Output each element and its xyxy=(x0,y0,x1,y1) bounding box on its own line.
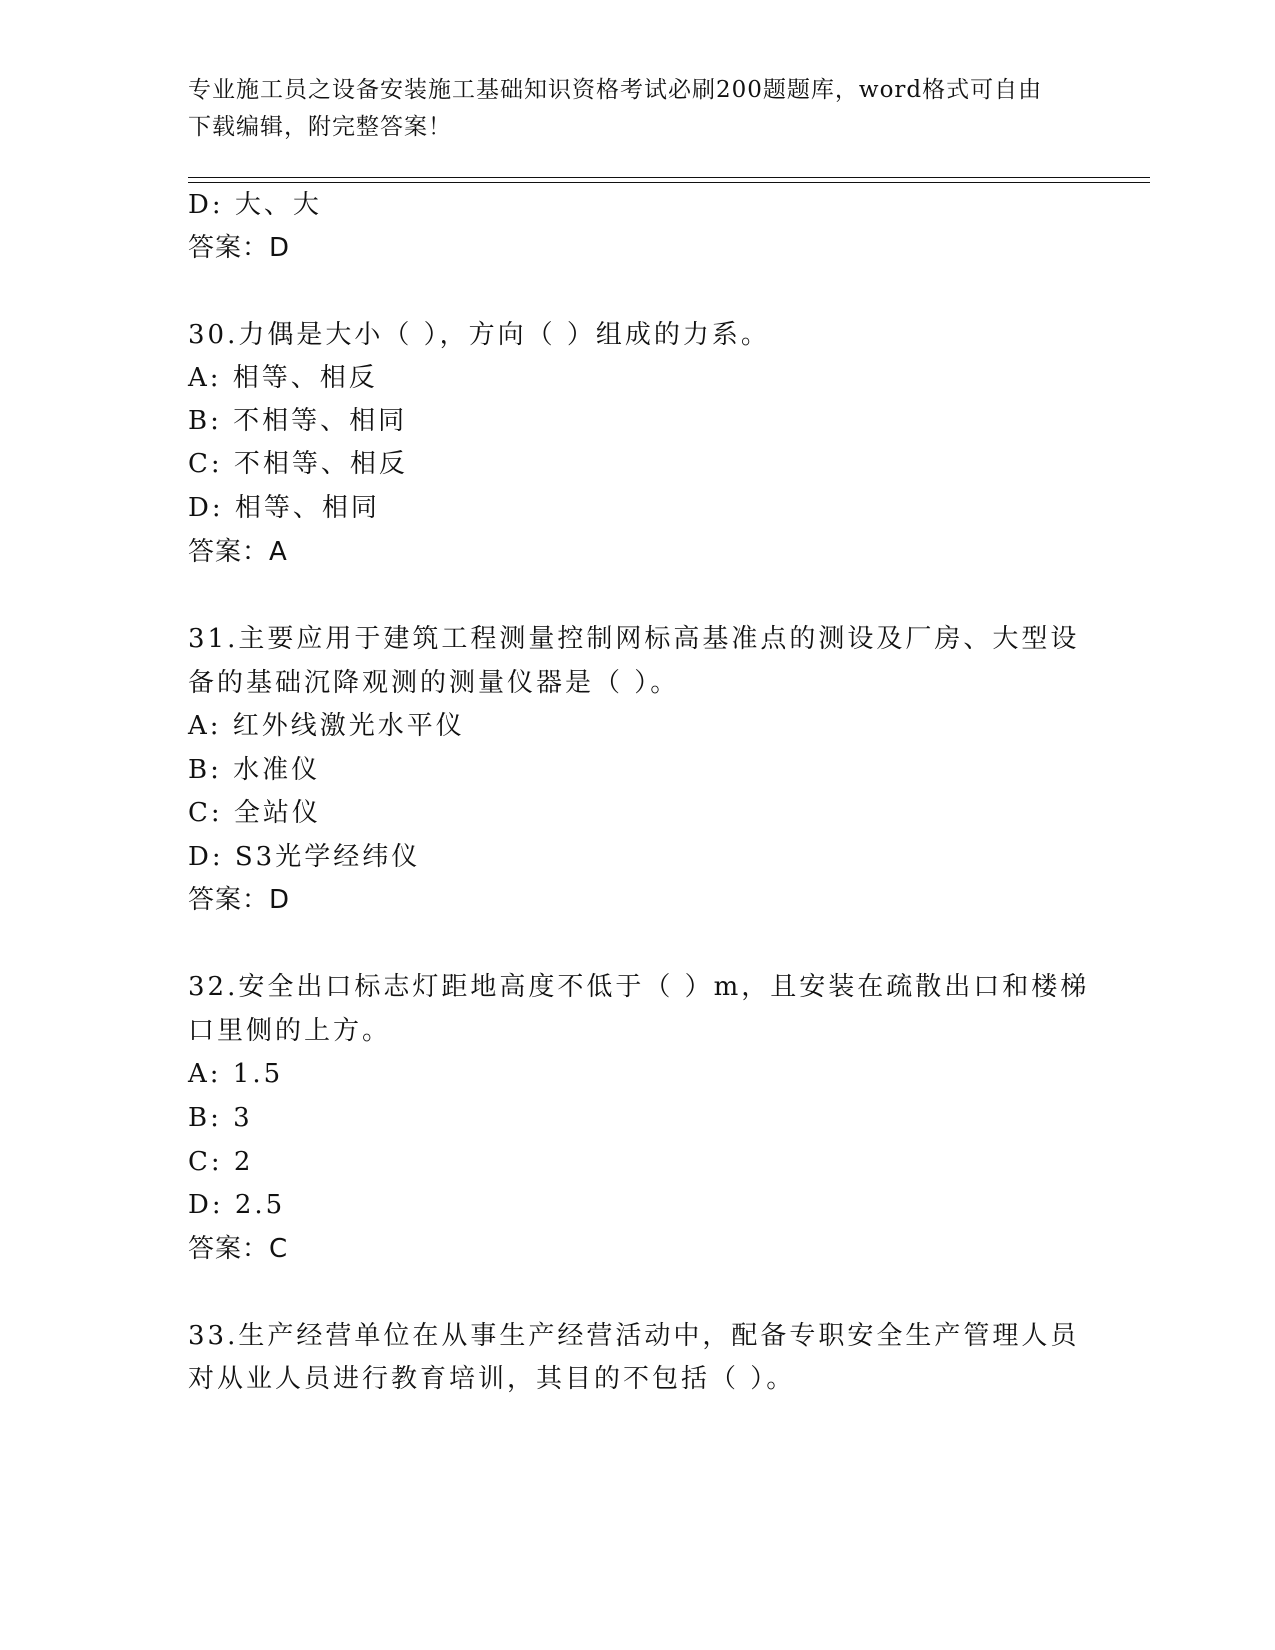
q33-stem-line-1: 33.生产经营单位在从事生产经营活动中，配备专职安全生产管理人员 xyxy=(188,1321,1080,1351)
q32-answer: 答案：C xyxy=(188,1234,289,1264)
q31-option-b: B: 水准仪 xyxy=(188,755,321,785)
q29-option-d: D: 大、大 xyxy=(188,190,322,220)
q31-stem-line-2: 备的基础沉降观测的测量仪器是（ ）。 xyxy=(188,668,680,698)
q30-stem: 30.力偶是大小（ ），方向（ ）组成的力系。 xyxy=(188,320,770,350)
document-header xyxy=(188,72,1068,146)
q32-option-b: B: 3 xyxy=(188,1103,253,1133)
q30-option-b: B: 不相等、相同 xyxy=(188,406,408,436)
q31-answer: 答案：D xyxy=(188,885,291,915)
q30-option-a: A: 相等、相反 xyxy=(188,363,378,393)
q32-option-a: A: 1.5 xyxy=(188,1059,284,1089)
q30-answer: 答案：A xyxy=(188,537,288,567)
q31-option-d: D: S3光学经纬仪 xyxy=(188,842,421,872)
q31-option-a: A: 红外线激光水平仪 xyxy=(188,711,465,741)
q31-option-c: C: 全站仪 xyxy=(188,798,321,828)
header-title-line-1: 专业施工员之设备安装施工基础知识资格考试必刷200题题库，word格式可自由 xyxy=(188,77,1043,103)
q29-answer: 答案：D xyxy=(188,233,291,263)
q32-stem-line-1: 32.安全出口标志灯距地高度不低于（ ）m，且安装在疏散出口和楼梯 xyxy=(188,972,1090,1002)
q31-stem-line-1: 31.主要应用于建筑工程测量控制网标高基准点的测设及厂房、大型设 xyxy=(188,624,1080,654)
header-title-line-2: 下载编辑，附完整答案！ xyxy=(188,114,452,140)
q32-option-d: D: 2.5 xyxy=(188,1190,286,1220)
q30-option-c: C: 不相等、相反 xyxy=(188,449,408,479)
q33-stem-line-2: 对从业人员进行教育培训，其目的不包括（ ）。 xyxy=(188,1364,796,1394)
q32-option-c: C: 2 xyxy=(188,1147,254,1177)
q30-option-d: D: 相等、相同 xyxy=(188,493,380,523)
q32-stem-line-2: 口里侧的上方。 xyxy=(188,1016,392,1046)
header-divider-bottom xyxy=(188,182,1150,183)
header-divider-top xyxy=(188,177,1150,178)
